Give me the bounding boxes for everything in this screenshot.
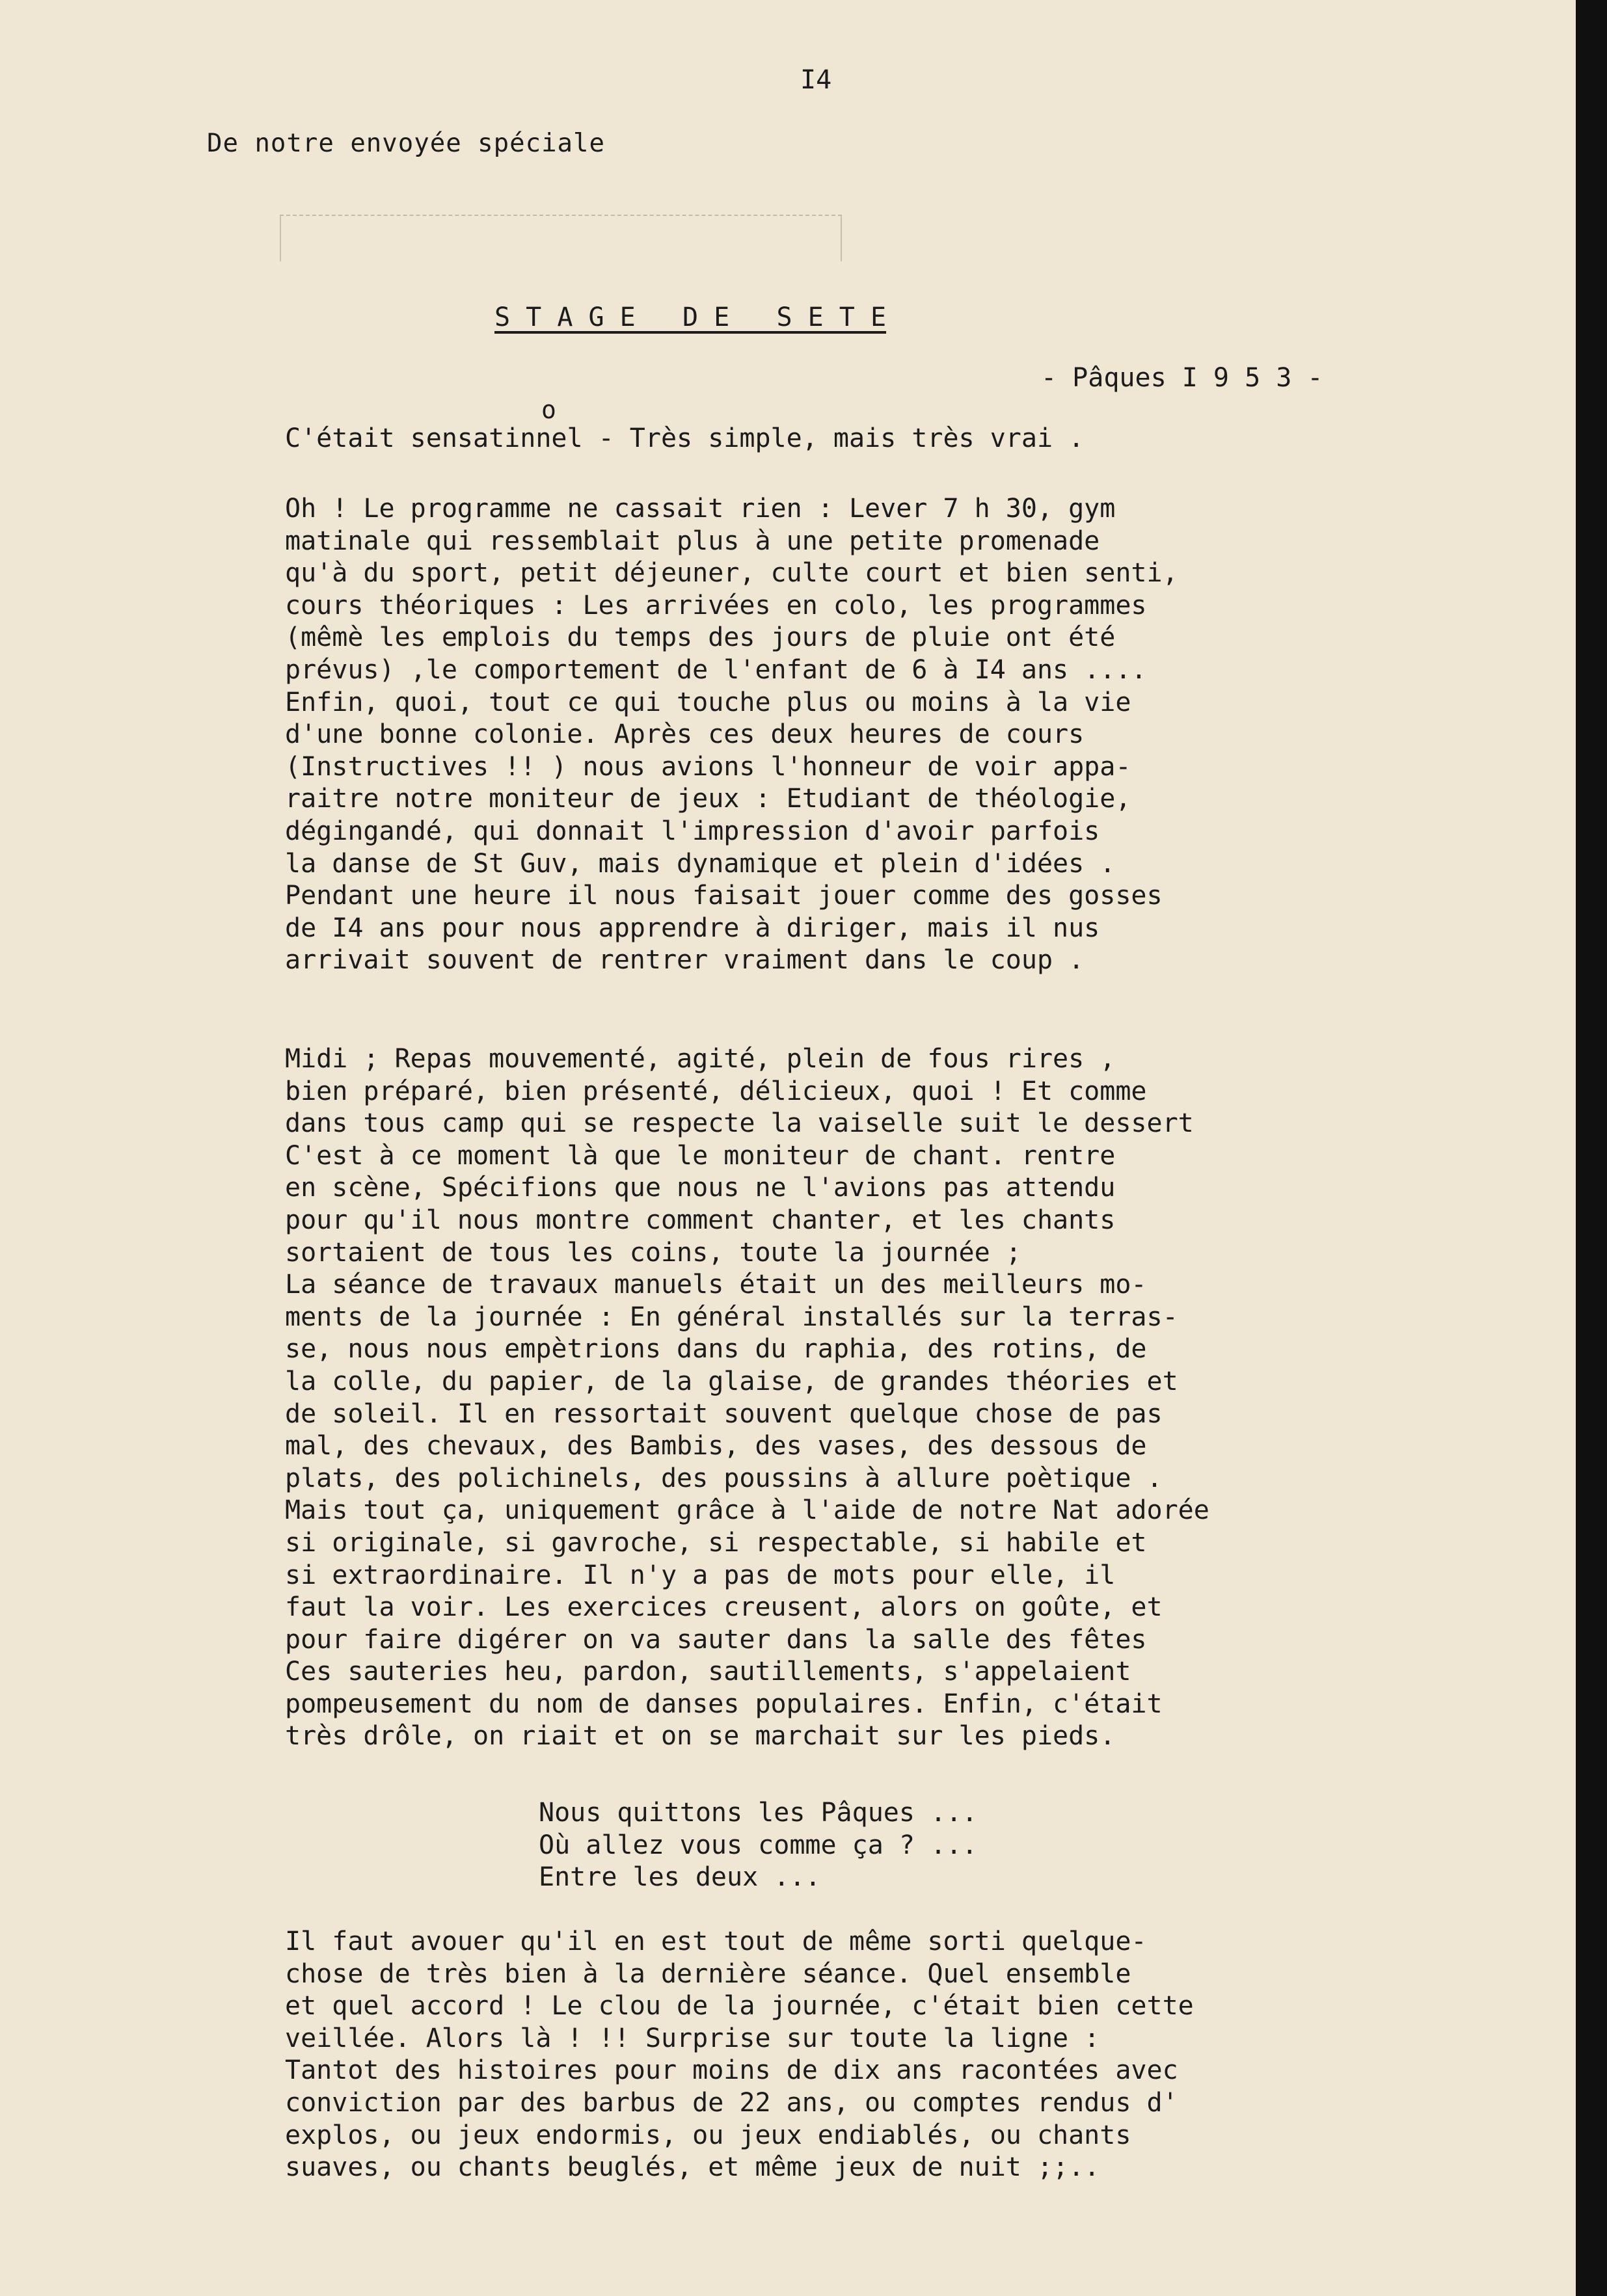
text-line: d'une bonne colonie. Après ces deux heures de cours (285, 719, 1085, 750)
faded-stamp (280, 215, 842, 261)
text-line: matinale qui ressemblait plus à une petite promenade (285, 526, 1100, 556)
text-line: veillée. Alors là ! !! Surprise sur toute la ligne : (285, 2023, 1100, 2053)
text-line: Oh ! Le programme ne cassait rien : Lever 7 h 30, gym (285, 494, 1116, 524)
paragraph-programme (285, 493, 1521, 977)
text-line: pour faire digérer on va sauter dans la salle des fêtes (285, 1624, 1147, 1655)
text-line: Mais tout ça, uniquement grâce à l'aide de notre Nat adorée (285, 1495, 1209, 1526)
text-line: La séance de travaux manuels était un des meilleurs mo- (285, 1270, 1147, 1300)
text-line: (mêmè les emplois du temps des jours de pluie ont été (285, 622, 1116, 653)
page-number: I4 (800, 65, 832, 95)
text-line: ments de la journée : En général installés sur la terras- (285, 1302, 1178, 1332)
text-line: et quel accord ! Le clou de la journée, c'était bien cette (285, 1991, 1194, 2022)
text-line: Midi ; Repas mouvementé, agité, plein de fous rires , (285, 1044, 1116, 1074)
text-line: cours théoriques : Les arrivées en colo, les programmes (285, 590, 1147, 621)
paragraph-midi (285, 1043, 1521, 1753)
text-line: très drôle, on riait et on se marchait sur les pieds. (285, 1721, 1116, 1752)
dateline: - Pâques I 9 5 3 - (1041, 363, 1323, 393)
text-line: dégingandé, qui donnait l'impression d'avoir parfois (285, 816, 1100, 846)
text-line: conviction par des barbus de 22 ans, ou comptes rendus d' (285, 2087, 1178, 2118)
verse-line: Où allez vous comme ça ? ... (539, 1830, 978, 1860)
text-line: C'était sensatinnel - Très simple, mais très vrai . (285, 423, 1085, 453)
intro-line (285, 423, 1521, 455)
text-line: la danse de St Guv, mais dynamique et plein d'idées . (285, 848, 1116, 879)
text-line: Ces sauteries heu, pardon, sautillements, s'appelaient (285, 1657, 1131, 1687)
verse-line: Nous quittons les Pâques ... (539, 1798, 978, 1828)
text-line: chose de très bien à la dernière séance. Quel ensemble (285, 1958, 1131, 1989)
paragraph-veillee (285, 1926, 1521, 2184)
text-line: si originale, si gavroche, si respectable, si habile et (285, 1527, 1147, 1558)
text-line: Tantot des histoires pour moins de dix ans racontées avec (285, 2055, 1178, 2086)
byline: De notre envoyée spéciale (207, 129, 605, 158)
text-line: explos, ou jeux endormis, ou jeux endiablés, ou chants (285, 2120, 1131, 2150)
text-line: suaves, ou chants beuglés, et même jeux de nuit ;;.. (285, 2152, 1100, 2183)
text-line: plats, des polichinels, des poussins à allure poètique . (285, 1463, 1163, 1493)
text-line: pompeusement du nom de danses populaires. Enfin, c'était (285, 1689, 1163, 1719)
text-line: bien préparé, bien présenté, délicieux, quoi ! Et comme (285, 1076, 1147, 1106)
text-line: Pendant une heure il nous faisait jouer comme des gosses (285, 881, 1163, 911)
article-title: S T A G E D E S E T E (494, 302, 887, 332)
text-line: Il faut avouer qu'il en est tout de même sorti quelque- (285, 1927, 1147, 1956)
text-line: prévus) ,le comportement de l'enfant de 6 à I4 ans .... (285, 654, 1147, 685)
verse-line: Entre les deux ... (539, 1862, 821, 1893)
text-line: de soleil. Il en ressortait souvent quelque chose de pas (285, 1398, 1163, 1429)
text-line: Enfin, quoi, tout ce qui touche plus ou moins à la vie (285, 687, 1131, 717)
text-line: qu'à du sport, petit déjeuner, culte court et bien senti, (285, 558, 1178, 589)
verse-block (539, 1797, 1607, 1894)
text-line: la colle, du papier, de la glaise, de grandes théories et (285, 1366, 1178, 1396)
text-line: arrivait souvent de rentrer vraiment dans le coup . (285, 945, 1085, 976)
bullet-mark: o (541, 395, 556, 424)
text-line: (Instructives !! ) nous avions l'honneur de voir appa- (285, 751, 1131, 782)
text-line: faut la voir. Les exercices creusent, alors on goûte, et (285, 1592, 1163, 1623)
text-line: si extraordinaire. Il n'y a pas de mots pour elle, il (285, 1560, 1116, 1590)
text-line: dans tous camp qui se respecte la vaiselle suit le dessert (285, 1108, 1194, 1139)
text-line: sortaient de tous les coins, toute la journée ; (285, 1237, 1021, 1268)
text-line: raitre notre moniteur de jeux : Etudiant de théologie, (285, 784, 1131, 814)
text-line: en scène, Spécifions que nous ne l'avions pas attendu (285, 1173, 1116, 1203)
text-line: se, nous nous empètrions dans du raphia, des rotins, de (285, 1334, 1147, 1365)
text-line: de I4 ans pour nous apprendre à diriger, mais il nus (285, 913, 1100, 943)
text-line: mal, des chevaux, des Bambis, des vases, des dessous de (285, 1431, 1147, 1462)
text-line: pour qu'il nous montre comment chanter, et les chants (285, 1205, 1116, 1235)
text-line: C'est à ce moment là que le moniteur de chant. rentre (285, 1140, 1116, 1171)
scan-edge (1576, 0, 1607, 2296)
